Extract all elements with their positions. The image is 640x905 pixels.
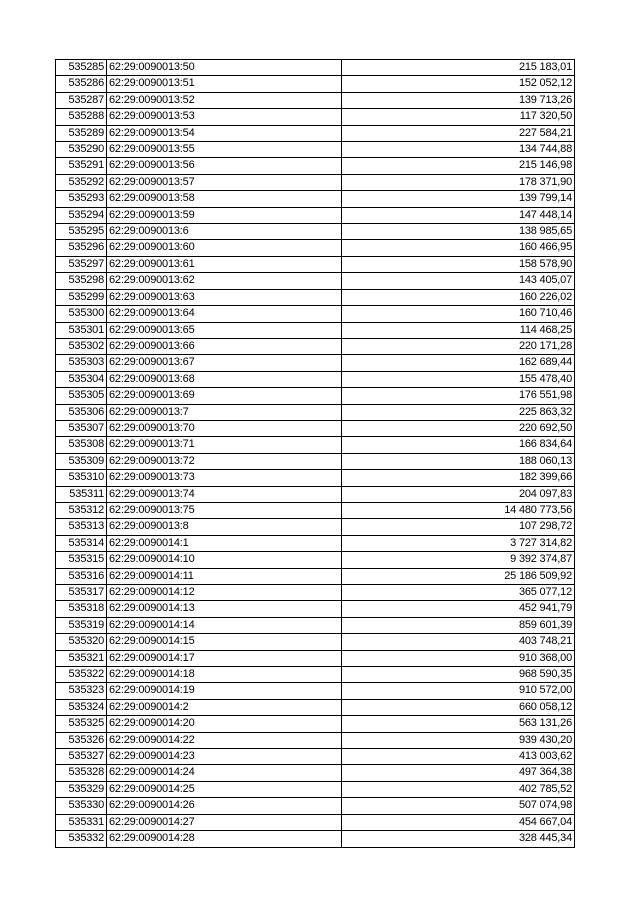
- cadastral-number-cell: 62:29:0090014:22: [107, 732, 342, 748]
- table-row: [56, 798, 575, 814]
- table-row: [56, 125, 575, 141]
- row-number-cell: 535329: [56, 781, 107, 797]
- cadastral-value-cell: 160 710,46: [342, 306, 575, 322]
- cadastral-value-cell: 152 052,12: [342, 76, 575, 92]
- table-row: [56, 716, 575, 732]
- cadastral-number-cell: 62:29:0090013:63: [107, 289, 342, 305]
- row-number-cell: 535326: [56, 732, 107, 748]
- cadastral-value-cell: 139 799,14: [342, 191, 575, 207]
- cadastral-value-cell: 507 074,98: [342, 798, 575, 814]
- row-number-cell: 535322: [56, 667, 107, 683]
- table-row: [56, 732, 575, 748]
- table-row: [56, 338, 575, 354]
- cadastral-value-cell: 968 590,35: [342, 667, 575, 683]
- cadastral-value-cell: 107 298,72: [342, 519, 575, 535]
- cadastral-number-cell: 62:29:0090013:60: [107, 240, 342, 256]
- cadastral-number-cell: 62:29:0090013:62: [107, 273, 342, 289]
- cadastral-value-cell: 413 003,62: [342, 749, 575, 765]
- cadastral-value-cell: 3 727 314,82: [342, 535, 575, 551]
- table-row: [56, 60, 575, 76]
- row-number-cell: 535300: [56, 306, 107, 322]
- cadastral-value-cell: 859 601,39: [342, 617, 575, 633]
- cadastral-value-cell: 166 834,64: [342, 437, 575, 453]
- row-number-cell: 535321: [56, 650, 107, 666]
- table-row: [56, 683, 575, 699]
- table-row: [56, 552, 575, 568]
- cadastral-number-cell: 62:29:0090013:68: [107, 371, 342, 387]
- table-row: [56, 650, 575, 666]
- cadastral-number-cell: 62:29:0090013:69: [107, 388, 342, 404]
- table-row: [56, 142, 575, 158]
- cadastral-number-cell: 62:29:0090013:70: [107, 420, 342, 436]
- cadastral-number-cell: 62:29:0090013:73: [107, 470, 342, 486]
- row-number-cell: 535328: [56, 765, 107, 781]
- document-page: [55, 59, 575, 848]
- row-number-cell: 535307: [56, 420, 107, 436]
- table-row: [56, 306, 575, 322]
- cadastral-value-cell: 14 480 773,56: [342, 502, 575, 518]
- cadastral-value-cell: 403 748,21: [342, 634, 575, 650]
- row-number-cell: 535317: [56, 585, 107, 601]
- cadastral-value-cell: 114 468,25: [342, 322, 575, 338]
- table-row: [56, 388, 575, 404]
- cadastral-number-cell: 62:29:0090014:10: [107, 552, 342, 568]
- cadastral-number-cell: 62:29:0090014:24: [107, 765, 342, 781]
- row-number-cell: 535291: [56, 158, 107, 174]
- cadastral-value-cell: 220 171,28: [342, 338, 575, 354]
- cadastral-number-cell: 62:29:0090013:50: [107, 60, 342, 76]
- table-row: [56, 92, 575, 108]
- table-row: [56, 519, 575, 535]
- row-number-cell: 535318: [56, 601, 107, 617]
- table-row: [56, 273, 575, 289]
- cadastral-number-cell: 62:29:0090013:65: [107, 322, 342, 338]
- table-row: [56, 256, 575, 272]
- row-number-cell: 535314: [56, 535, 107, 551]
- cadastral-number-cell: 62:29:0090013:58: [107, 191, 342, 207]
- table-row: [56, 207, 575, 223]
- cadastral-number-cell: 62:29:0090013:54: [107, 125, 342, 141]
- table-row: [56, 76, 575, 92]
- row-number-cell: 535308: [56, 437, 107, 453]
- row-number-cell: 535315: [56, 552, 107, 568]
- table-row: [56, 240, 575, 256]
- cadastral-number-cell: 62:29:0090014:14: [107, 617, 342, 633]
- cadastral-number-cell: 62:29:0090013:72: [107, 453, 342, 469]
- row-number-cell: 535316: [56, 568, 107, 584]
- cadastral-value-cell: 182 399,66: [342, 470, 575, 486]
- cadastral-value-cell: 9 392 374,87: [342, 552, 575, 568]
- row-number-cell: 535294: [56, 207, 107, 223]
- table-row: [56, 437, 575, 453]
- row-number-cell: 535287: [56, 92, 107, 108]
- cadastral-value-cell: 497 364,38: [342, 765, 575, 781]
- table-row: [56, 420, 575, 436]
- row-number-cell: 535297: [56, 256, 107, 272]
- row-number-cell: 535286: [56, 76, 107, 92]
- cadastral-number-cell: 62:29:0090013:64: [107, 306, 342, 322]
- cadastral-number-cell: 62:29:0090014:26: [107, 798, 342, 814]
- row-number-cell: 535295: [56, 224, 107, 240]
- cadastral-number-cell: 62:29:0090013:55: [107, 142, 342, 158]
- cadastral-number-cell: 62:29:0090013:74: [107, 486, 342, 502]
- cadastral-number-cell: 62:29:0090013:8: [107, 519, 342, 535]
- cadastral-value-cell: 402 785,52: [342, 781, 575, 797]
- table-row: [56, 814, 575, 830]
- cadastral-value-cell: 939 430,20: [342, 732, 575, 748]
- table-row: [56, 634, 575, 650]
- table-row: [56, 355, 575, 371]
- row-number-cell: 535285: [56, 60, 107, 76]
- row-number-cell: 535289: [56, 125, 107, 141]
- row-number-cell: 535299: [56, 289, 107, 305]
- cadastral-value-cell: 147 448,14: [342, 207, 575, 223]
- cadastral-value-cell: 220 692,50: [342, 420, 575, 436]
- cadastral-value-cell: 25 186 509,92: [342, 568, 575, 584]
- table-row: [56, 174, 575, 190]
- table-row: [56, 749, 575, 765]
- row-number-cell: 535296: [56, 240, 107, 256]
- cadastral-value-cell: 188 060,13: [342, 453, 575, 469]
- cadastral-value-cell: 225 863,32: [342, 404, 575, 420]
- cadastral-value-cell: 178 371,90: [342, 174, 575, 190]
- cadastral-number-cell: 62:29:0090014:23: [107, 749, 342, 765]
- cadastral-number-cell: 62:29:0090014:19: [107, 683, 342, 699]
- row-number-cell: 535288: [56, 109, 107, 125]
- cadastral-number-cell: 62:29:0090013:56: [107, 158, 342, 174]
- cadastral-number-cell: 62:29:0090013:66: [107, 338, 342, 354]
- cadastral-value-cell: 155 478,40: [342, 371, 575, 387]
- row-number-cell: 535331: [56, 814, 107, 830]
- cadastral-number-cell: 62:29:0090014:27: [107, 814, 342, 830]
- row-number-cell: 535325: [56, 716, 107, 732]
- cadastral-number-cell: 62:29:0090013:51: [107, 76, 342, 92]
- cadastral-value-cell: 563 131,26: [342, 716, 575, 732]
- cadastral-number-cell: 62:29:0090014:11: [107, 568, 342, 584]
- table-row: [56, 699, 575, 715]
- row-number-cell: 535298: [56, 273, 107, 289]
- row-number-cell: 535301: [56, 322, 107, 338]
- table-row: [56, 831, 575, 847]
- cadastral-value-cell: 134 744,88: [342, 142, 575, 158]
- row-number-cell: 535309: [56, 453, 107, 469]
- cadastral-value-cell: 162 689,44: [342, 355, 575, 371]
- table-row: [56, 224, 575, 240]
- table-row: [56, 585, 575, 601]
- row-number-cell: 535320: [56, 634, 107, 650]
- row-number-cell: 535302: [56, 338, 107, 354]
- cadastral-number-cell: 62:29:0090014:15: [107, 634, 342, 650]
- cadastral-value-cell: 160 466,95: [342, 240, 575, 256]
- row-number-cell: 535305: [56, 388, 107, 404]
- cadastral-value-cell: 454 667,04: [342, 814, 575, 830]
- table-row: [56, 502, 575, 518]
- table-row: [56, 765, 575, 781]
- cadastral-number-cell: 62:29:0090013:71: [107, 437, 342, 453]
- row-number-cell: 535327: [56, 749, 107, 765]
- cadastral-number-cell: 62:29:0090013:67: [107, 355, 342, 371]
- cadastral-value-cell: 910 368,00: [342, 650, 575, 666]
- cadastral-value-cell: 139 713,26: [342, 92, 575, 108]
- cadastral-number-cell: 62:29:0090013:61: [107, 256, 342, 272]
- cadastral-number-cell: 62:29:0090014:18: [107, 667, 342, 683]
- table-row: [56, 568, 575, 584]
- table-row: [56, 109, 575, 125]
- table-row: [56, 191, 575, 207]
- cadastral-value-cell: 143 405,07: [342, 273, 575, 289]
- cadastral-number-cell: 62:29:0090014:1: [107, 535, 342, 551]
- cadastral-value-cell: 117 320,50: [342, 109, 575, 125]
- cadastral-value-cell: 204 097,83: [342, 486, 575, 502]
- cadastral-value-cell: 215 146,98: [342, 158, 575, 174]
- table-row: [56, 453, 575, 469]
- cadastral-number-cell: 62:29:0090013:59: [107, 207, 342, 223]
- table-body: [56, 60, 575, 848]
- row-number-cell: 535319: [56, 617, 107, 633]
- cadastral-value-cell: 215 183,01: [342, 60, 575, 76]
- table-row: [56, 601, 575, 617]
- cadastral-number-cell: 62:29:0090013:6: [107, 224, 342, 240]
- row-number-cell: 535290: [56, 142, 107, 158]
- table-row: [56, 289, 575, 305]
- row-number-cell: 535292: [56, 174, 107, 190]
- cadastral-number-cell: 62:29:0090014:20: [107, 716, 342, 732]
- table-row: [56, 667, 575, 683]
- row-number-cell: 535312: [56, 502, 107, 518]
- row-number-cell: 535310: [56, 470, 107, 486]
- cadastral-value-cell: 160 226,02: [342, 289, 575, 305]
- cadastral-value-cell: 138 985,65: [342, 224, 575, 240]
- row-number-cell: 535313: [56, 519, 107, 535]
- cadastral-value-cell: 365 077,12: [342, 585, 575, 601]
- cadastral-value-cell: 227 584,21: [342, 125, 575, 141]
- cadastral-number-cell: 62:29:0090014:28: [107, 831, 342, 847]
- cadastral-number-cell: 62:29:0090014:13: [107, 601, 342, 617]
- cadastral-number-cell: 62:29:0090013:57: [107, 174, 342, 190]
- cadastral-value-cell: 910 572,00: [342, 683, 575, 699]
- table-row: [56, 486, 575, 502]
- table-row: [56, 371, 575, 387]
- cadastral-value-cell: 452 941,79: [342, 601, 575, 617]
- cadastral-value-table: [55, 59, 575, 848]
- row-number-cell: 535324: [56, 699, 107, 715]
- row-number-cell: 535311: [56, 486, 107, 502]
- cadastral-number-cell: 62:29:0090014:12: [107, 585, 342, 601]
- cadastral-value-cell: 158 578,90: [342, 256, 575, 272]
- row-number-cell: 535323: [56, 683, 107, 699]
- row-number-cell: 535330: [56, 798, 107, 814]
- row-number-cell: 535306: [56, 404, 107, 420]
- cadastral-number-cell: 62:29:0090014:2: [107, 699, 342, 715]
- cadastral-value-cell: 328 445,34: [342, 831, 575, 847]
- row-number-cell: 535303: [56, 355, 107, 371]
- row-number-cell: 535293: [56, 191, 107, 207]
- cadastral-number-cell: 62:29:0090013:75: [107, 502, 342, 518]
- cadastral-value-cell: 660 058,12: [342, 699, 575, 715]
- table-row: [56, 535, 575, 551]
- cadastral-number-cell: 62:29:0090013:7: [107, 404, 342, 420]
- table-row: [56, 322, 575, 338]
- cadastral-number-cell: 62:29:0090013:52: [107, 92, 342, 108]
- table-row: [56, 404, 575, 420]
- row-number-cell: 535304: [56, 371, 107, 387]
- cadastral-number-cell: 62:29:0090014:25: [107, 781, 342, 797]
- table-row: [56, 781, 575, 797]
- row-number-cell: 535332: [56, 831, 107, 847]
- cadastral-value-cell: 176 551,98: [342, 388, 575, 404]
- table-row: [56, 158, 575, 174]
- cadastral-number-cell: 62:29:0090013:53: [107, 109, 342, 125]
- table-row: [56, 617, 575, 633]
- table-row: [56, 470, 575, 486]
- cadastral-number-cell: 62:29:0090014:17: [107, 650, 342, 666]
